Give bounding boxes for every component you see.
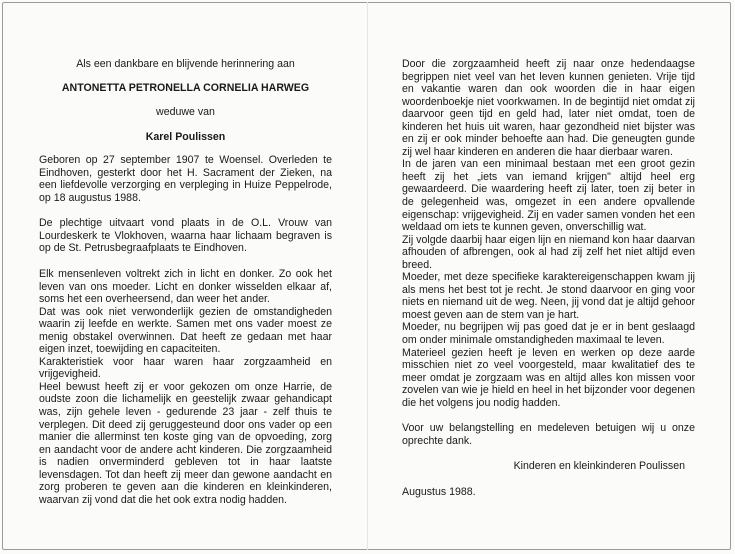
memorial-paragraph-10: Materieel gezien heeft je leven en werken op deze aarde misschien niet zo veel voorgesteld, maar kwalitatief des te meer omdat je zorgzaam was en altijd alles kon missen voor zovelen van wie je hield en heel in het bijzonder voor degenen die het volgens jou nodig hadden. <box>402 346 695 409</box>
memorial-paragraph-1: Elk mensenleven voltrekt zich in licht en donker. Zo ook het leven van ons moeder. Licht en donker wisselden elkaar af, soms het een overheersend, dan weer het ander. <box>39 268 332 306</box>
funeral-paragraph: De plechtige uitvaart vond plaats in de O.L. Vrouw van Lourdeskerk te Vlokhoven, waarna haar lichaam begraven is op de St. Petrusbegraafplaats te Eindhoven. <box>39 217 332 255</box>
intro-line: Als een dankbare en blijvende herinnering aan <box>76 58 295 70</box>
signature: Kinderen en kleinkinderen Poulissen <box>513 460 685 473</box>
card-fold <box>367 2 368 550</box>
deceased-name: ANTONETTA PETRONELLA CORNELIA HARWEG <box>61 81 310 94</box>
memorial-paragraph-3: Karakteristiek voor haar waren haar zorgzaamheid en vrijgevigheid. <box>39 355 332 381</box>
memorial-paragraph-4: Heel bewust heeft zij er voor gekozen om onze Harrie, de oudste zoon die lichamelijk en geestelijk zwaar gehandicapt was, zijn gehele leven - gedurende 23 jaar - zelf thuis te verplegen. Dit deed zij geruggesteund door ons vader op een manier die allerminst ten koste ging van de opvoeding, zorg en aandacht voor de andere acht kinderen. Die zorgzaamheid is nadien onverminderd gebleven tot in haar laatste levensdagen. Tot dan heeft zij meer dan gewone aandacht en zorg proberen te geven aan die kinderen en kleinkinderen, waarvan zij vond dat die het ook extra nodig hadden. <box>39 380 332 506</box>
memorial-paragraph-7: Zij volgde daarbij haar eigen lijn en niemand kon haar daarvan afhouden of afbrengen, ook al had zij zelf het niet altijd even breed. <box>402 233 695 271</box>
closing-date: Augustus 1988. <box>402 485 476 498</box>
memorial-paragraph-6: In de jaren van een minimaal bestaan met een groot gezin heeft zij het „iets van iemand krijgen" altijd heel erg gewaardeerd. Die waardering heeft zij later, toen zij beter in de gelegenheid was, omgezet in een andere opvallende eigenschap: vrijgevigheid. Zij en vader samen vonden het een weldaad om iets te kunnen geven, onverschillig wat. <box>402 158 695 234</box>
husband-name: Karel Poulissen <box>145 130 226 143</box>
left-column <box>39 58 332 506</box>
thanks-paragraph: Voor uw belangstelling en medeleven betuigen wij u onze oprechte dank. <box>402 422 695 447</box>
memorial-paragraph-8: Moeder, met deze specifieke karaktereigenschappen kwam jij als mens het best tot je recht. Je stond daarvoor en ging voor niets en niemand uit de weg. Neen, jij vond dat je altijd gehoor moest geven aan de stem van je hart. <box>402 271 695 321</box>
birth-death-paragraph: Geboren op 27 september 1907 te Woensel. Overleden te Eindhoven, gesterkt door het H. Sacrament der Zieken, na een liefdevolle verzorging en verpleging in Huize Peppelrode, op 18 augustus 1988. <box>39 154 332 204</box>
right-column <box>402 58 695 499</box>
widow-of-label: weduwe van <box>156 106 215 119</box>
memorial-paragraph-2: Dat was ook niet verwonderlijk gezien de omstandigheden waarin zij leefde en werkte. Samen met ons vader moest ze menig obstakel overwinnen. Dat heeft ze gedaan met haar eigen inzet, toewijding en capaciteiten. <box>39 305 332 356</box>
memorial-paragraph-5: Door die zorgzaamheid heeft zij naar onze hedendaagse begrippen niet veel van het leven kunnen genieten. Vrije tijd en vakantie waren dan ook woorden die in haar eigen woordenboekje niet voorkwamen. In de begintijd niet omdat zij daarvoor geen tijd en geld had, later niet omdat, toen de kinderen het huis uit waren, haar gezondheid niet bijster was en zij er ook minder behoefte aan had. Die geneugten gunde zij wel haar kinderen en anderen die haar dierbaar waren. <box>402 58 695 158</box>
memorial-paragraph-9: Moeder, nu begrijpen wij pas goed dat je er in bent geslaagd om onder minimale omstandigheden maximaal te leven. <box>402 321 695 347</box>
